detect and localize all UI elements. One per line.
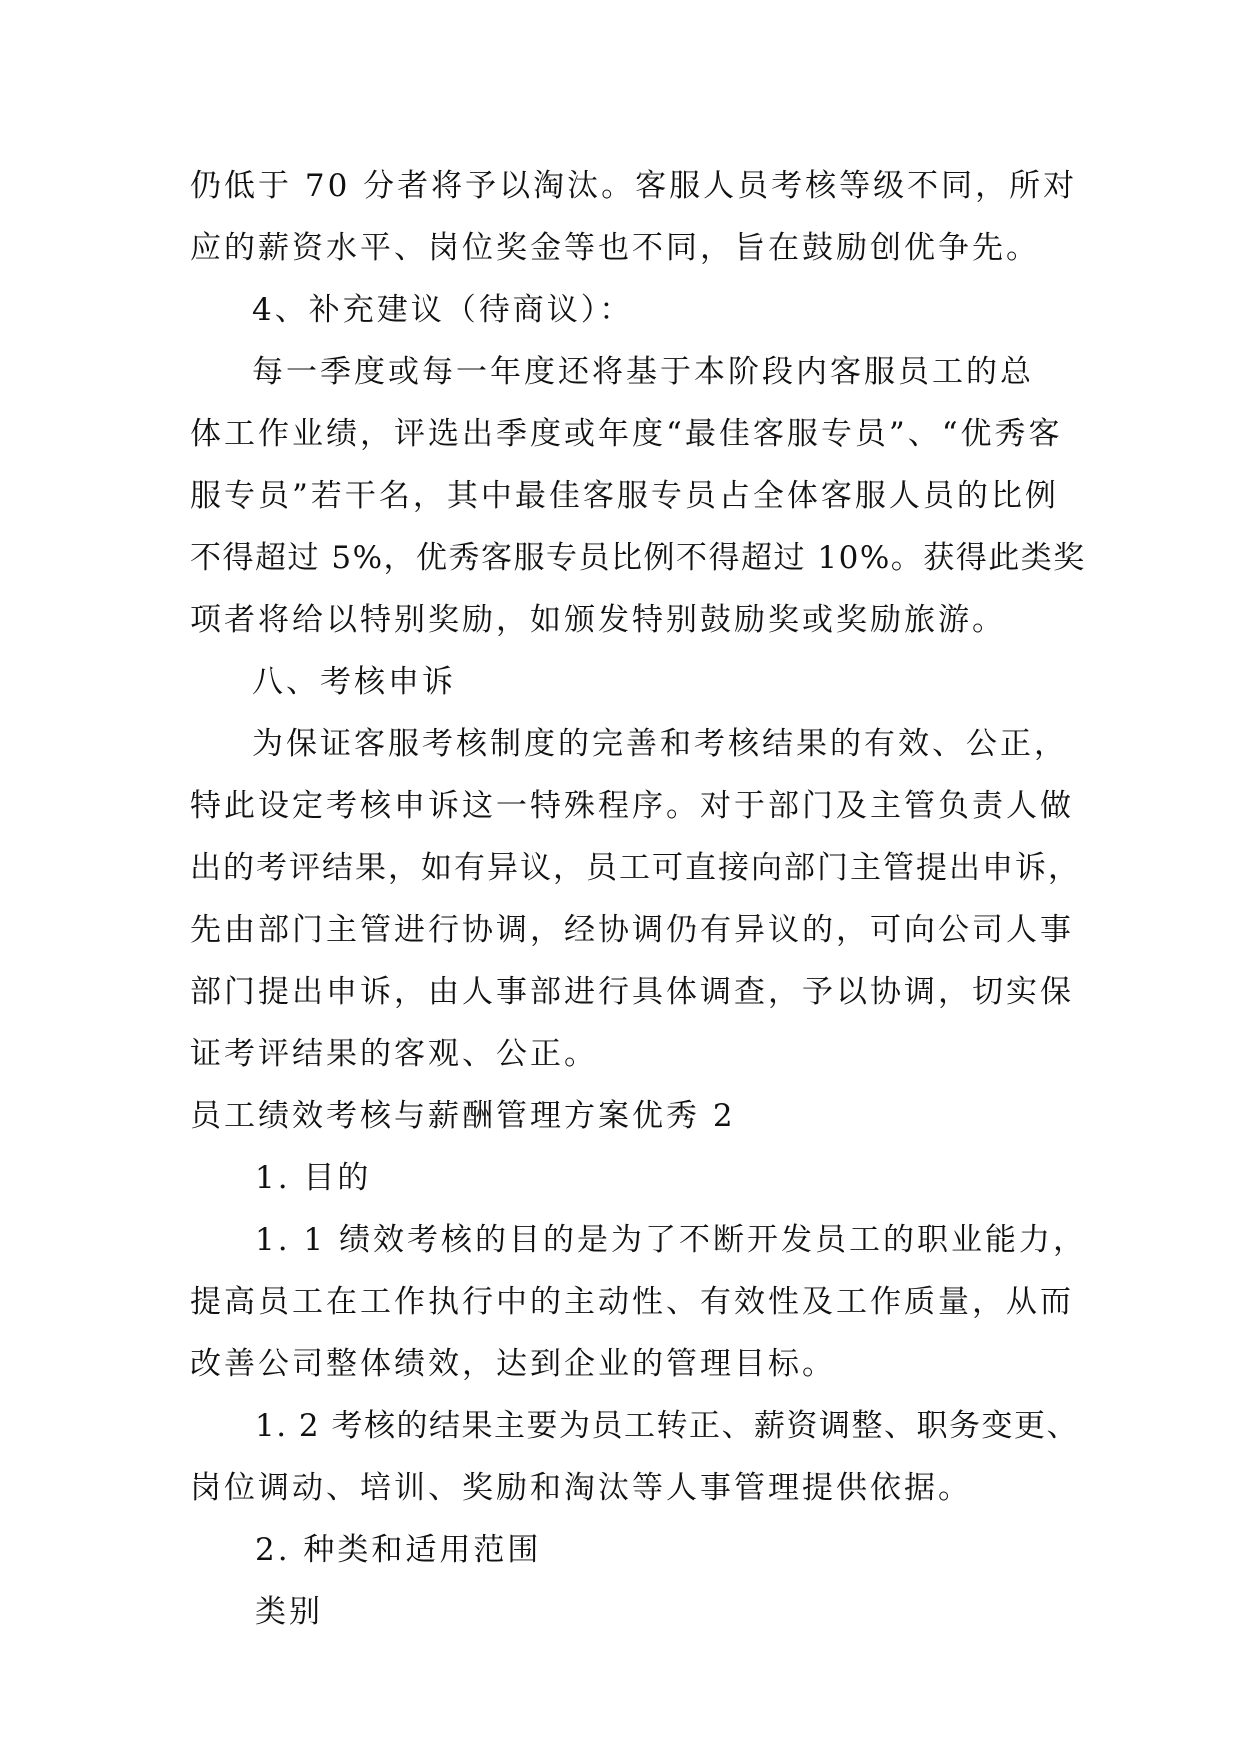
body-text-line: 服专员”若干名，其中最佳客服专员占全体客服人员的比例 [190, 478, 1059, 514]
paragraph-first-line: 为保证客服考核制度的完善和考核结果的有效、公正， [252, 726, 1068, 762]
paragraph-first-line: 每一季度或每一年度还将基于本阶段内客服员工的总 [252, 354, 1034, 390]
body-text-line: 特此设定考核申诉这一特殊程序。对于部门及主管负责人做 [190, 788, 1074, 824]
body-text-line: 部门提出申诉，由人事部进行具体调查，予以协调，切实保 [190, 974, 1074, 1010]
body-text-line: 证考评结果的客观、公正。 [190, 1036, 598, 1072]
body-text-line: 提高员工在工作执行中的主动性、有效性及工作质量，从而 [190, 1284, 1074, 1320]
subheading: 类别 [255, 1594, 323, 1630]
body-text-line: 改善公司整体绩效，达到企业的管理目标。 [190, 1346, 836, 1382]
section-heading: 1. 目的 [255, 1160, 372, 1196]
body-text-line: 不得超过 5%，优秀客服专员比例不得超过 10%。获得此类奖 [190, 540, 1086, 576]
body-text-line: 应的薪资水平、岗位奖金等也不同，旨在鼓励创优争先。 [190, 230, 1040, 266]
section-heading: 八、考核申诉 [252, 664, 456, 700]
body-text-line: 体工作业绩，评选出季度或年度“最佳客服专员”、“优秀客 [190, 416, 1063, 452]
section-heading: 2. 种类和适用范围 [255, 1532, 542, 1568]
body-text-line: 项者将给以特别奖励，如颁发特别鼓励奖或奖励旅游。 [190, 602, 1006, 638]
body-text-line: 先由部门主管进行协调，经协调仍有异议的，可向公司人事 [190, 912, 1074, 948]
body-text-line: 仍低于 70 分者将予以淘汰。客服人员考核等级不同，所对 [190, 168, 1078, 204]
body-text-line: 出的考评结果，如有异议，员工可直接向部门主管提出申诉， [190, 850, 1081, 886]
paragraph-first-line: 1. 2 考核的结果主要为员工转正、薪资调整、职务变更、 [255, 1408, 1080, 1444]
document-title: 员工绩效考核与薪酬管理方案优秀 2 [190, 1098, 736, 1134]
body-text-line: 岗位调动、培训、奖励和淘汰等人事管理提供依据。 [190, 1470, 972, 1506]
section-heading: 4、补充建议（待商议）： [252, 292, 634, 328]
paragraph-first-line: 1. 1 绩效考核的目的是为了不断开发员工的职业能力， [255, 1222, 1088, 1258]
